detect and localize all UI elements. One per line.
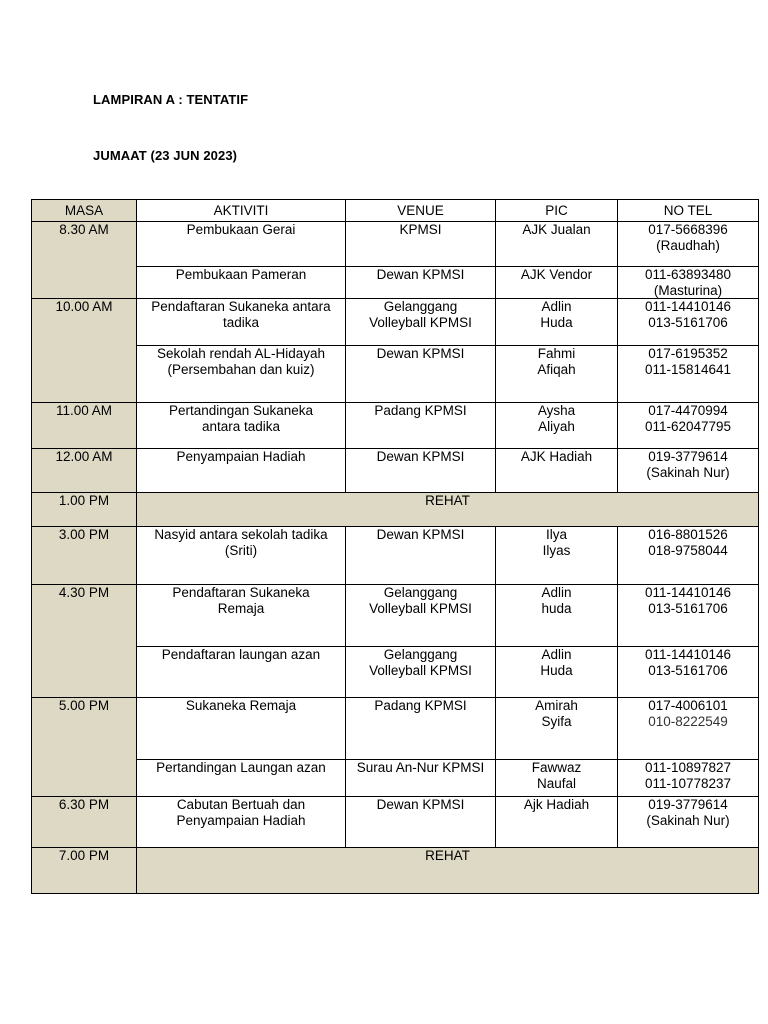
masa-cell: 10.00 AM: [32, 299, 137, 403]
table-row: [32, 299, 759, 346]
table-row: [32, 449, 759, 493]
table-row: [32, 797, 759, 848]
masa-cell: 5.00 PM: [32, 698, 137, 797]
header-masa: MASA: [32, 200, 137, 222]
table-row: [32, 848, 759, 894]
tel-cell: 011-63893480 (Masturina): [618, 267, 759, 299]
tel-cell: 011-10897827 011-10778237: [618, 760, 759, 797]
aktiviti-cell: Pembukaan Pameran: [137, 267, 346, 299]
header-aktiviti: AKTIVITI: [137, 200, 346, 222]
table-header-row: [32, 200, 759, 222]
venue-cell: Dewan KPMSI: [346, 267, 496, 299]
pic-cell: Adlin huda: [496, 585, 618, 647]
venue-cell: Gelanggang Volleyball KPMSI: [346, 299, 496, 346]
pic-cell: Fahmi Afiqah: [496, 346, 618, 403]
pic-cell: Fawwaz Naufal: [496, 760, 618, 797]
pic-cell: Amirah Syifa: [496, 698, 618, 760]
venue-cell: Gelanggang Volleyball KPMSI: [346, 585, 496, 647]
table-row: [32, 527, 759, 585]
tel-cell: 017-4470994 011-62047795: [618, 403, 759, 449]
aktiviti-cell: Sekolah rendah AL-Hidayah (Persembahan dan kuiz): [137, 346, 346, 403]
header-no-tel: NO TEL: [618, 200, 759, 222]
masa-cell: 11.00 AM: [32, 403, 137, 449]
masa-cell: 8.30 AM: [32, 222, 137, 299]
masa-cell: 12.00 AM: [32, 449, 137, 493]
aktiviti-cell: Pendaftaran Sukaneka antara tadika: [137, 299, 346, 346]
venue-cell: Dewan KPMSI: [346, 797, 496, 848]
masa-cell: 4.30 PM: [32, 585, 137, 698]
table-row: [32, 346, 759, 403]
venue-cell: Dewan KPMSI: [346, 527, 496, 585]
table-row: [32, 585, 759, 647]
venue-cell: Dewan KPMSI: [346, 449, 496, 493]
tel-cell: 017-6195352 011-15814641: [618, 346, 759, 403]
pic-cell: AJK Hadiah: [496, 449, 618, 493]
masa-cell: 7.00 PM: [32, 848, 137, 894]
table-row: [32, 222, 759, 267]
rehat-cell: REHAT: [137, 848, 759, 894]
table-row: [32, 493, 759, 527]
header-pic: PIC: [496, 200, 618, 222]
pic-cell: Adlin Huda: [496, 299, 618, 346]
table-row: [32, 760, 759, 797]
aktiviti-cell: Sukaneka Remaja: [137, 698, 346, 760]
pic-cell: Ilya Ilyas: [496, 527, 618, 585]
venue-cell: Padang KPMSI: [346, 698, 496, 760]
pic-cell: AJK Vendor: [496, 267, 618, 299]
schedule-table: [31, 199, 759, 894]
table-row: [32, 267, 759, 299]
venue-cell: Dewan KPMSI: [346, 346, 496, 403]
venue-cell: Padang KPMSI: [346, 403, 496, 449]
header-venue: VENUE: [346, 200, 496, 222]
table-row: [32, 647, 759, 698]
aktiviti-cell: Penyampaian Hadiah: [137, 449, 346, 493]
table-row: [32, 403, 759, 449]
venue-cell: Surau An-Nur KPMSI: [346, 760, 496, 797]
masa-cell: 3.00 PM: [32, 527, 137, 585]
tel-cell: 019-3779614 (Sakinah Nur): [618, 449, 759, 493]
venue-cell: KPMSI: [346, 222, 496, 267]
tel-cell: 016-8801526 018-9758044: [618, 527, 759, 585]
tel-cell: 019-3779614 (Sakinah Nur): [618, 797, 759, 848]
masa-cell: 6.30 PM: [32, 797, 137, 848]
venue-cell: Gelanggang Volleyball KPMSI: [346, 647, 496, 698]
aktiviti-cell: Pendaftaran laungan azan: [137, 647, 346, 698]
aktiviti-cell: Pembukaan Gerai: [137, 222, 346, 267]
table-row: [32, 698, 759, 760]
pic-cell: Aysha Aliyah: [496, 403, 618, 449]
aktiviti-cell: Pertandingan Sukaneka antara tadika: [137, 403, 346, 449]
document-title: LAMPIRAN A : TENTATIF: [93, 92, 249, 107]
aktiviti-cell: Cabutan Bertuah dan Penyampaian Hadiah: [137, 797, 346, 848]
masa-cell: 1.00 PM: [32, 493, 137, 527]
tel-cell: 011-14410146 013-5161706: [618, 647, 759, 698]
pic-cell: AJK Jualan: [496, 222, 618, 267]
tel-cell: 011-14410146 013-5161706: [618, 585, 759, 647]
rehat-cell: REHAT: [137, 493, 759, 527]
schedule-date: JUMAAT (23 JUN 2023): [93, 148, 238, 163]
aktiviti-cell: Pertandingan Laungan azan: [137, 760, 346, 797]
tel-cell: 017-4006101 010-8222549: [618, 698, 759, 760]
aktiviti-cell: Nasyid antara sekolah tadika (Sriti): [137, 527, 346, 585]
tel-cell: 011-14410146 013-5161706: [618, 299, 759, 346]
pic-cell: Ajk Hadiah: [496, 797, 618, 848]
pic-cell: Adlin Huda: [496, 647, 618, 698]
tel-cell: 017-5668396 (Raudhah): [618, 222, 759, 267]
aktiviti-cell: Pendaftaran Sukaneka Remaja: [137, 585, 346, 647]
